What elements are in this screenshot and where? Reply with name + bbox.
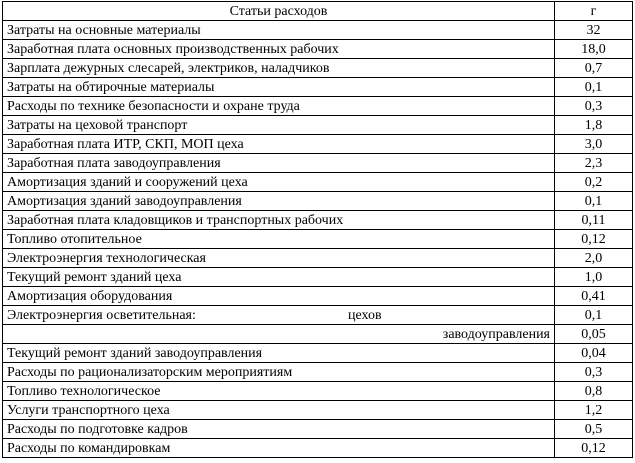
cost-item-name: Амортизация оборудования (3, 287, 555, 306)
lighting-sub-admin: заводоуправления (3, 325, 555, 344)
header-value: г (555, 2, 633, 21)
cost-item-name: Расходы по командировкам (3, 439, 555, 458)
table-row (3, 40, 633, 59)
cost-item-value: 0,12 (555, 439, 633, 458)
table-row (3, 192, 633, 211)
cost-item-name: Амортизация зданий заводоуправления (3, 192, 555, 211)
lighting-cost-item (3, 306, 555, 325)
cost-item-value: 1,0 (555, 268, 633, 287)
cost-item-value: 0,1 (555, 192, 633, 211)
cost-item-name: Заработная плата заводоуправления (3, 154, 555, 173)
cost-item-value: 2,0 (555, 249, 633, 268)
table-header-row (3, 2, 633, 21)
cost-item-value: 0,1 (555, 78, 633, 97)
cost-item-value: 1,8 (555, 116, 633, 135)
cost-item-name: Текущий ремонт зданий заводоуправления (3, 344, 555, 363)
cost-item-value: 0,3 (555, 97, 633, 116)
cost-item-name: Расходы по подготовке кадров (3, 420, 555, 439)
table-row (3, 135, 633, 154)
cost-item-value: 18,0 (555, 40, 633, 59)
cost-item-name: Заработная плата кладовщиков и транспортных рабочих (3, 211, 555, 230)
cost-item-value: 0,12 (555, 230, 633, 249)
table-row (3, 173, 633, 192)
cost-item-name: Затраты на обтирочные материалы (3, 78, 555, 97)
table-row (3, 268, 633, 287)
table-row (3, 230, 633, 249)
cost-item-name: Амортизация зданий и сооружений цеха (3, 173, 555, 192)
table-row (3, 363, 633, 382)
cost-item-name: Топливо отопительное (3, 230, 555, 249)
cost-item-value: 0,3 (555, 363, 633, 382)
cost-item-name: Услуги транспортного цеха (3, 401, 555, 420)
table-row-lighting-shops (3, 306, 633, 325)
table-row (3, 382, 633, 401)
cost-item-value: 0,8 (555, 382, 633, 401)
table-row (3, 420, 633, 439)
table-row (3, 21, 633, 40)
table-row (3, 344, 633, 363)
cost-item-value: 0,41 (555, 287, 633, 306)
cost-item-name: Текущий ремонт зданий цеха (3, 268, 555, 287)
cost-item-value: 2,3 (555, 154, 633, 173)
cost-item-name: Затраты на основные материалы (3, 21, 555, 40)
cost-item-name: Зарплата дежурных слесарей, электриков, наладчиков (3, 59, 555, 78)
table-row (3, 287, 633, 306)
table-row-lighting-admin (3, 325, 633, 344)
table-row (3, 59, 633, 78)
cost-item-value: 0,2 (555, 173, 633, 192)
lighting-shops-value: 0,1 (555, 306, 633, 325)
cost-items-table (2, 1, 633, 458)
table-row (3, 116, 633, 135)
cost-item-value: 0,11 (555, 211, 633, 230)
cost-item-name: Заработная плата ИТР, СКП, МОП цеха (3, 135, 555, 154)
table-row (3, 249, 633, 268)
cost-item-name: Затраты на цеховой транспорт (3, 116, 555, 135)
cost-item-value: 3,0 (555, 135, 633, 154)
cost-item-name: Топливо технологическое (3, 382, 555, 401)
table-row (3, 439, 633, 458)
lighting-admin-value: 0,05 (555, 325, 633, 344)
lighting-sub-shops: цехов (348, 307, 382, 323)
table-row (3, 401, 633, 420)
cost-item-value: 1,2 (555, 401, 633, 420)
lighting-name: Электроэнергия осветительная: (7, 307, 196, 323)
cost-item-name: Электроэнергия технологическая (3, 249, 555, 268)
cost-item-value: 32 (555, 21, 633, 40)
cost-item-name: Расходы по технике безопасности и охране труда (3, 97, 555, 116)
cost-item-value: 0,04 (555, 344, 633, 363)
header-cost-item: Статьи расходов (3, 2, 555, 21)
cost-item-value: 0,5 (555, 420, 633, 439)
table-row (3, 211, 633, 230)
cost-item-name: Расходы по рационализаторским мероприятиям (3, 363, 555, 382)
cost-item-value: 0,7 (555, 59, 633, 78)
table-row (3, 97, 633, 116)
table-row (3, 78, 633, 97)
cost-item-name: Заработная плата основных производственных рабочих (3, 40, 555, 59)
table-row (3, 154, 633, 173)
